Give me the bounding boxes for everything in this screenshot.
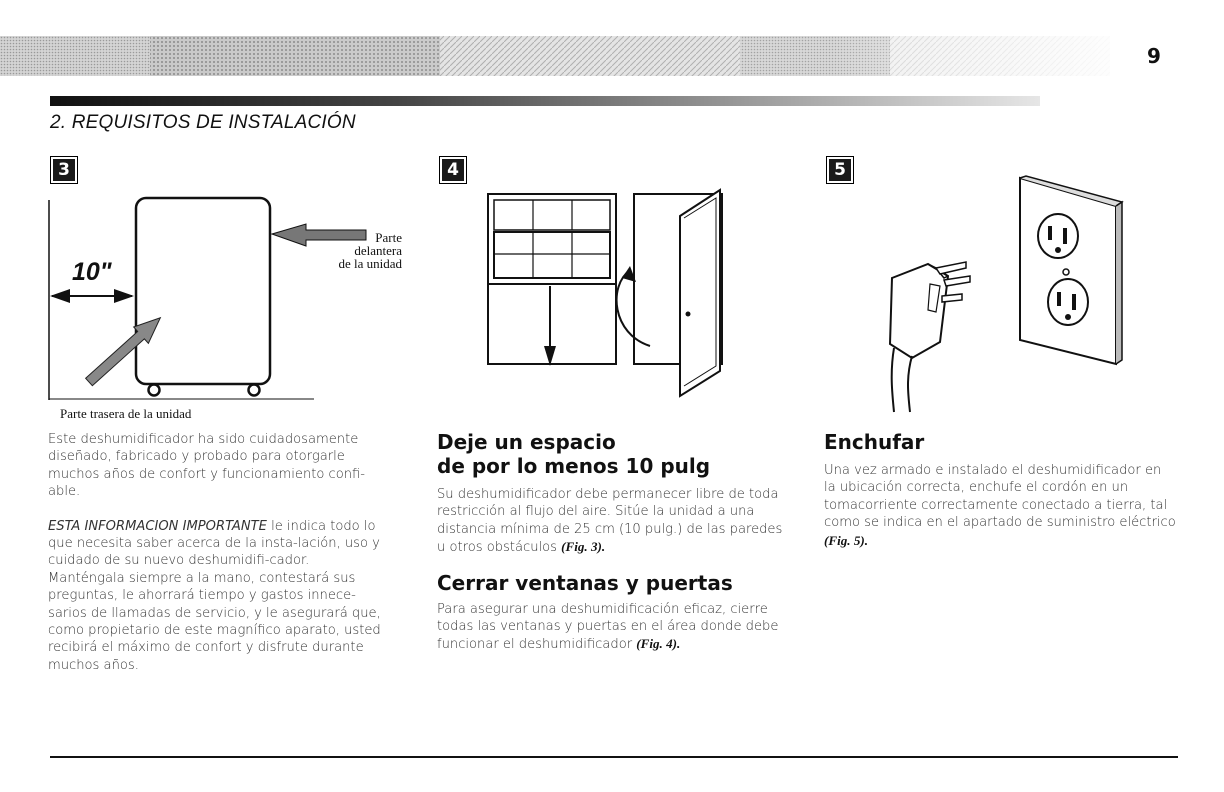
front-of-unit-callout: [296, 231, 402, 270]
windows-heading: Cerrar ventanas y puertas: [437, 570, 733, 595]
figure-4-badge: 4: [439, 156, 467, 184]
back-of-unit-callout: Parte trasera de la unidad: [60, 406, 192, 421]
page-number: 9: [1147, 44, 1161, 68]
figure-5-reference: (Fig. 5).: [824, 532, 869, 548]
header-rule: [50, 96, 1040, 106]
plug-in-paragraph: [824, 462, 1176, 550]
important-info-emphasis: ESTA INFORMACION IMPORTANTE: [48, 518, 267, 534]
section-title: 2. REQUISITOS DE INSTALACIÓN: [50, 112, 356, 133]
front-callout-line: Parte: [375, 230, 402, 245]
important-info-paragraph: [48, 518, 388, 675]
plug-in-column: [824, 430, 1176, 550]
intro-paragraph: Este deshumidificador ha sido cuidadosamente diseñado, fabricado y probado para otorgarle muchos años de confort y funcionamiento confi-able.: [48, 432, 366, 500]
intro-column: [48, 431, 388, 674]
clearance-paragraph: [437, 486, 787, 557]
clearance-measure: 10": [72, 258, 112, 286]
figure-3-reference: (Fig. 3).: [561, 539, 606, 555]
plug-in-heading: Enchufar: [824, 430, 925, 454]
figure-5-badge: 5: [826, 156, 854, 184]
clearance-heading-line1: Deje un espacio: [437, 430, 616, 454]
clearance-heading-line2: de por lo menos 10 pulg: [437, 454, 711, 478]
front-callout-line: de la unidad: [338, 256, 402, 271]
footer-rule: [50, 756, 1178, 758]
plug-and-outlet-icon: [870, 172, 1130, 417]
clearance-column: [437, 430, 787, 654]
clearance-text: Su deshumidificador debe permanecer libre de toda restricción al flujo del aire. Sitúe la unidad a una distancia mínima de 25 cm (10 pulg.) de las paredes u otros obstáculos: [437, 487, 783, 556]
figure-3-badge: 3: [50, 156, 78, 184]
figure-4-reference: (Fig. 4).: [636, 636, 681, 652]
header-banner: [0, 36, 1110, 76]
window-and-door-icon: [480, 186, 730, 406]
important-info-text: le indica todo lo que necesita saber acerca de la insta-lación, uso y cuidado de su nuevo deshumidifi-cador. Manténgala siempre a la mano, contestará sus preguntas, le ahorrará tiempo y gastos innece-sarios de llamadas de servicio, y le asegurará que, como propietario de este magnífico aparato, usted recibirá el máximo de confort y disfrute durante muchos años.: [48, 518, 381, 673]
dehumidifier-clearance-icon: [44, 190, 414, 405]
plug-in-text: Una vez armado e instalado el deshumidificador en la ubicación correcta, enchufe el cordón en un tomacorriente correctamente conectado a tierra, tal como se indica en el apartado de suministro eléctrico: [824, 463, 1176, 531]
windows-paragraph: [437, 601, 787, 654]
windows-text: Para asegurar una deshumidificación eficaz, cierre todas las ventanas y puertas en el área donde debe funcionar el deshumidificador: [437, 601, 779, 653]
front-callout-line: delantera: [354, 243, 402, 258]
